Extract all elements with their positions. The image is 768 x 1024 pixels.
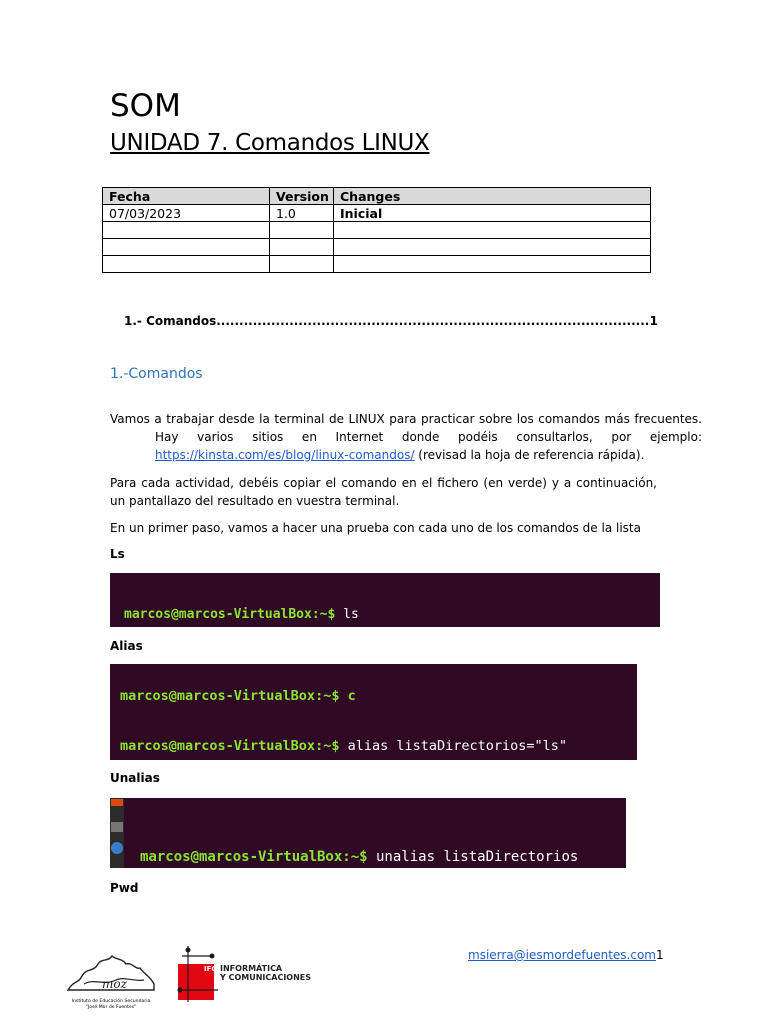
- terminal-command: ls: [335, 607, 359, 622]
- footer: [468, 948, 664, 962]
- table-cell: [334, 222, 651, 239]
- table-cell: [334, 239, 651, 256]
- terminal-prompt: marcos@marcos-VirtualBox:~$: [124, 607, 336, 622]
- table-cell: [103, 222, 270, 239]
- table-header-row: [103, 188, 651, 205]
- table-cell: Inicial: [334, 205, 651, 222]
- footer-email-link[interactable]: msierra@iesmordefuentes.com: [468, 948, 656, 962]
- terminal-command: alias listaDirectorios="ls": [339, 737, 568, 754]
- table-row: [103, 256, 651, 273]
- table-cell: [334, 256, 651, 273]
- version-table: [102, 187, 651, 273]
- column-header: Version: [270, 188, 334, 205]
- intro-tail: (revisad la hoja de referencia rápida).: [414, 448, 645, 462]
- terminal-screenshot-ls: [110, 573, 660, 627]
- table-cell: [270, 222, 334, 239]
- document-title: UNIDAD 7. Comandos LINUX: [110, 130, 430, 156]
- command-label-ls: Ls: [110, 547, 125, 561]
- school-logo: [64, 950, 158, 1010]
- ifc-logo: [172, 946, 312, 1002]
- section-heading: 1.-Comandos: [110, 366, 203, 382]
- terminal-prompt: marcos@marcos-VirtualBox:~$: [140, 848, 368, 865]
- ifc-mark-text: IFC: [204, 965, 217, 973]
- school-name: [64, 999, 158, 1010]
- ifc-text-line: Y COMUNICACIONES: [220, 973, 312, 982]
- column-header: Changes: [334, 188, 651, 205]
- school-name-line: Instituto de Educación Secundaria: [71, 999, 151, 1004]
- toc-entry-title: 1.- Comandos: [124, 314, 217, 328]
- school-name-line: "José Mor de Fuentes": [85, 1004, 137, 1010]
- terminal-prompt-cut: marcos@marcos-VirtualBox:~$ c: [120, 688, 356, 704]
- table-cell: [103, 239, 270, 256]
- school-logo-drawing: [64, 950, 158, 994]
- toc-entry[interactable]: [124, 314, 658, 328]
- table-row: [103, 205, 651, 222]
- toc-entry-page: 1: [649, 314, 658, 328]
- column-header: Fecha: [103, 188, 270, 205]
- table-cell: [270, 256, 334, 273]
- table-cell: [270, 239, 334, 256]
- toc-leader-dots: [216, 314, 649, 328]
- terminal-command: unalias listaDirectorios: [367, 848, 579, 865]
- ifc-logo-mark: [172, 946, 220, 1002]
- document-subject: SOM: [110, 88, 181, 124]
- svg-text:moz: moz: [102, 977, 127, 991]
- ifc-text-line: INFORMÁTICA: [220, 964, 283, 973]
- table-cell: 1.0: [270, 205, 334, 222]
- ifc-text: [220, 964, 311, 982]
- intro-paragraph: [110, 410, 702, 464]
- table-cell: [103, 256, 270, 273]
- table-cell: 07/03/2023: [103, 205, 270, 222]
- command-label-pwd: Pwd: [110, 881, 139, 895]
- command-label-alias: Alias: [110, 639, 143, 653]
- reference-link[interactable]: https://kinsta.com/es/blog/linux-comandos/: [155, 448, 415, 462]
- command-label-unalias: Unalias: [110, 771, 160, 785]
- terminal-screenshot-alias: [110, 664, 637, 760]
- terminal-prompt: marcos@marcos-VirtualBox:~$: [120, 737, 340, 754]
- intro-text: Vamos a trabajar desde la terminal de LINUX para practicar sobre los comandos más frecuentes. Hay varios sitios en Internet donde podéis consultarlos, por ejemplo:: [110, 412, 702, 444]
- launcher-sidebar-icon: [110, 798, 124, 868]
- terminal-screenshot-unalias: [110, 798, 626, 868]
- table-row: [103, 239, 651, 256]
- first-step-paragraph: En un primer paso, vamos a hacer una prueba con cada uno de los comandos de la lista: [110, 521, 641, 535]
- table-row: [103, 222, 651, 239]
- instructions-paragraph: Para cada actividad, debéis copiar el comando en el fichero (en verde) y a continuación, un pantallazo del resultado en vuestra terminal.: [110, 476, 657, 508]
- page-number: 1: [656, 948, 664, 962]
